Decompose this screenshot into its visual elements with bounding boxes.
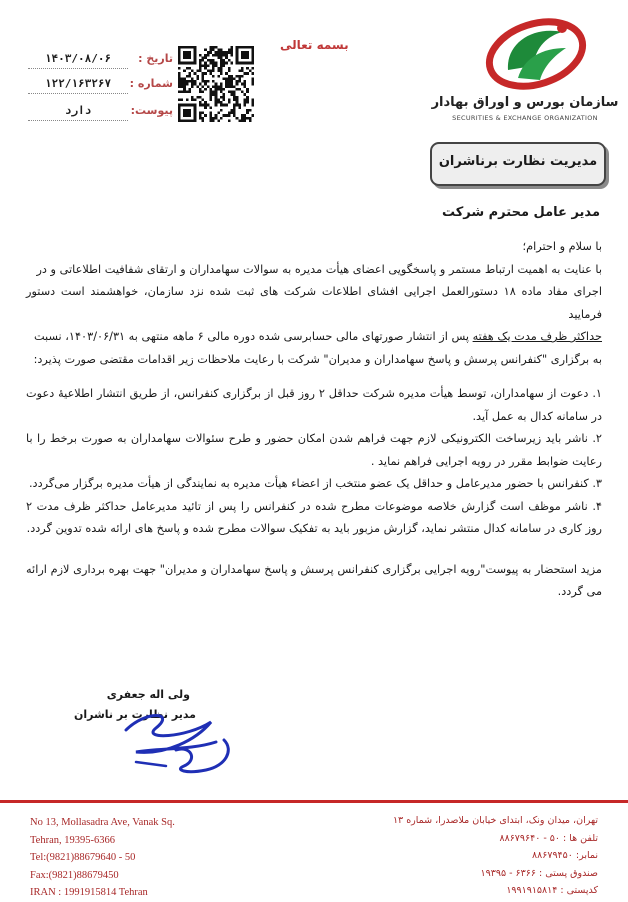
footer-en-line: Fax:(9821)88679450 (30, 869, 119, 881)
intro-line-1: با عنایت به اهمیت ارتباط مستمر و پاسخگویی اعضای هیأت مدیره به سوالات سهامداران و ارتقای شفافیت اطلاعاتی و در (36, 262, 602, 276)
letter-body (26, 236, 602, 604)
basmala: بسمه تعالی (280, 38, 349, 52)
footer-fa-line: نمابر: ۸۸۶۷۹۴۵۰ (532, 850, 598, 861)
number-label: شماره : (129, 77, 173, 90)
intro-line-3-rest: پس از انتشار صورتهای مالی حسابرسی شده دوره مالی ۶ ماهه منتهی به ۱۴۰۳/۰۶/۳۱، نسبت (33, 330, 473, 343)
footer-en-line: No 13, Mollasadra Ave, Vanak Sq. (30, 817, 175, 828)
qr-code (178, 46, 254, 122)
date-label: تاریخ : (138, 52, 173, 65)
deadline-underlined: حداکثر ظرف مدت یک هفته (472, 330, 602, 343)
footer-fa-line: تهران، میدان ونک، ابتدای خیابان ملاصدرا، شماره ۱۳ (392, 815, 598, 826)
date-row (28, 52, 173, 70)
number-row (28, 77, 173, 95)
handwritten-signature (116, 700, 246, 780)
date-value: ۱۴۰۳/۰۸/۰۶ (44, 52, 112, 65)
list-item-3: ۳. کنفرانس با حضور مدیرعامل و حداقل یک عضو منتخب از اعضاء هیأت مدیره به نمایندگی از هیأت مدیره برگزار می‌گردد. (28, 477, 602, 490)
footer-address-en (30, 814, 230, 902)
intro-line-2: اجرای مفاد ماده ۱۸ دستورالعمل اجرایی افشای اطلاعات شرکت های ثبت شده نزد سازمان، خواهشمند است دستور فرمایید (26, 285, 602, 321)
organization-name-en: SECURITIES & EXCHANGE ORGANIZATION (452, 114, 598, 122)
footer-address-fa (338, 812, 598, 900)
attachment-row (28, 104, 173, 122)
signatory-title: مدیر نظارت بر ناشران (73, 708, 196, 721)
footer-fa-line: صندوق پستی : ۶۳۶۶ - ۱۹۳۹۵ (480, 867, 598, 879)
footer-en-line: Tel:(9821)88679640 - 50 (30, 852, 136, 863)
greeting: با سلام و احترام؛ (522, 240, 602, 253)
signatory-name: ولی اله جعفری (106, 688, 190, 701)
attachment-label: پیوست: (130, 104, 173, 117)
list-item-4: ۴. ناشر موظف است گزارش خلاصه موضوعات مطرح شده در کنفرانس را پس از تائید مدیرعامل حداکثر ظرف مدت ۲ روز کاری در سامانه کدال منتشر نماید، گزارش مزبور باید به تفکیک سوالات مطرح شده و پاسخ های ارائه شده تدوین گردد. (26, 499, 602, 535)
intro-line-3 (26, 326, 602, 349)
department-title: مدیریت نظارت برناشران (438, 154, 598, 169)
footer-fa-line: تلفن ها : ۵۰ - ۸۸۶۷۹۶۴۰ (499, 832, 598, 844)
organization-name-fa: سازمان بورس و اوراق بهادار (431, 95, 619, 110)
footer-en-line: Tehran, 19395-6366 (30, 834, 115, 846)
footer-fa-line: کدپستی : ۱۹۹۱۹۱۵۸۱۴ (506, 885, 598, 896)
intro-line-4: به برگزاری "کنفرانس پرسش و پاسخ سهامداران و مدیران" شرکت با رعایت ملاحظات زیر اقدامات مقتضی صورت پذیرد: (33, 352, 602, 366)
footer-divider (0, 800, 628, 803)
list-item-1: ۱. دعوت از سهامداران، توسط هیأت مدیره شرکت حداقل ۲ روز قبل از برگزاری کنفرانس، از طریق انتشار اطلاعیهٔ دعوت در سامانه کدال به عمل آید. (26, 387, 602, 423)
department-box (430, 142, 606, 186)
closing-paragraph: مزید استحضار به پیوست"رویه اجرایی برگزاری کنفرانس پرسش و پاسخ سهامداران و مدیران" جهت بهره برداری لازم ارائه می گردد. (26, 562, 602, 598)
addressee: مدیر عامل محترم شرکت (441, 205, 600, 220)
number-value: ۱۲۲/۱۶۳۲۶۷ (44, 77, 112, 90)
footer-en-line: IRAN : 1991915814 Tehran (30, 887, 148, 898)
attachment-value: دارد (64, 104, 92, 117)
list-item-2: ۲. ناشر باید زیرساخت الکترونیکی لازم جهت فراهم شدن امکان حضور و طرح سئوالات سهامداران به صورت برخط را با رعایت ضوابط مقرر در رویه اجرایی فراهم نماید . (26, 432, 602, 468)
